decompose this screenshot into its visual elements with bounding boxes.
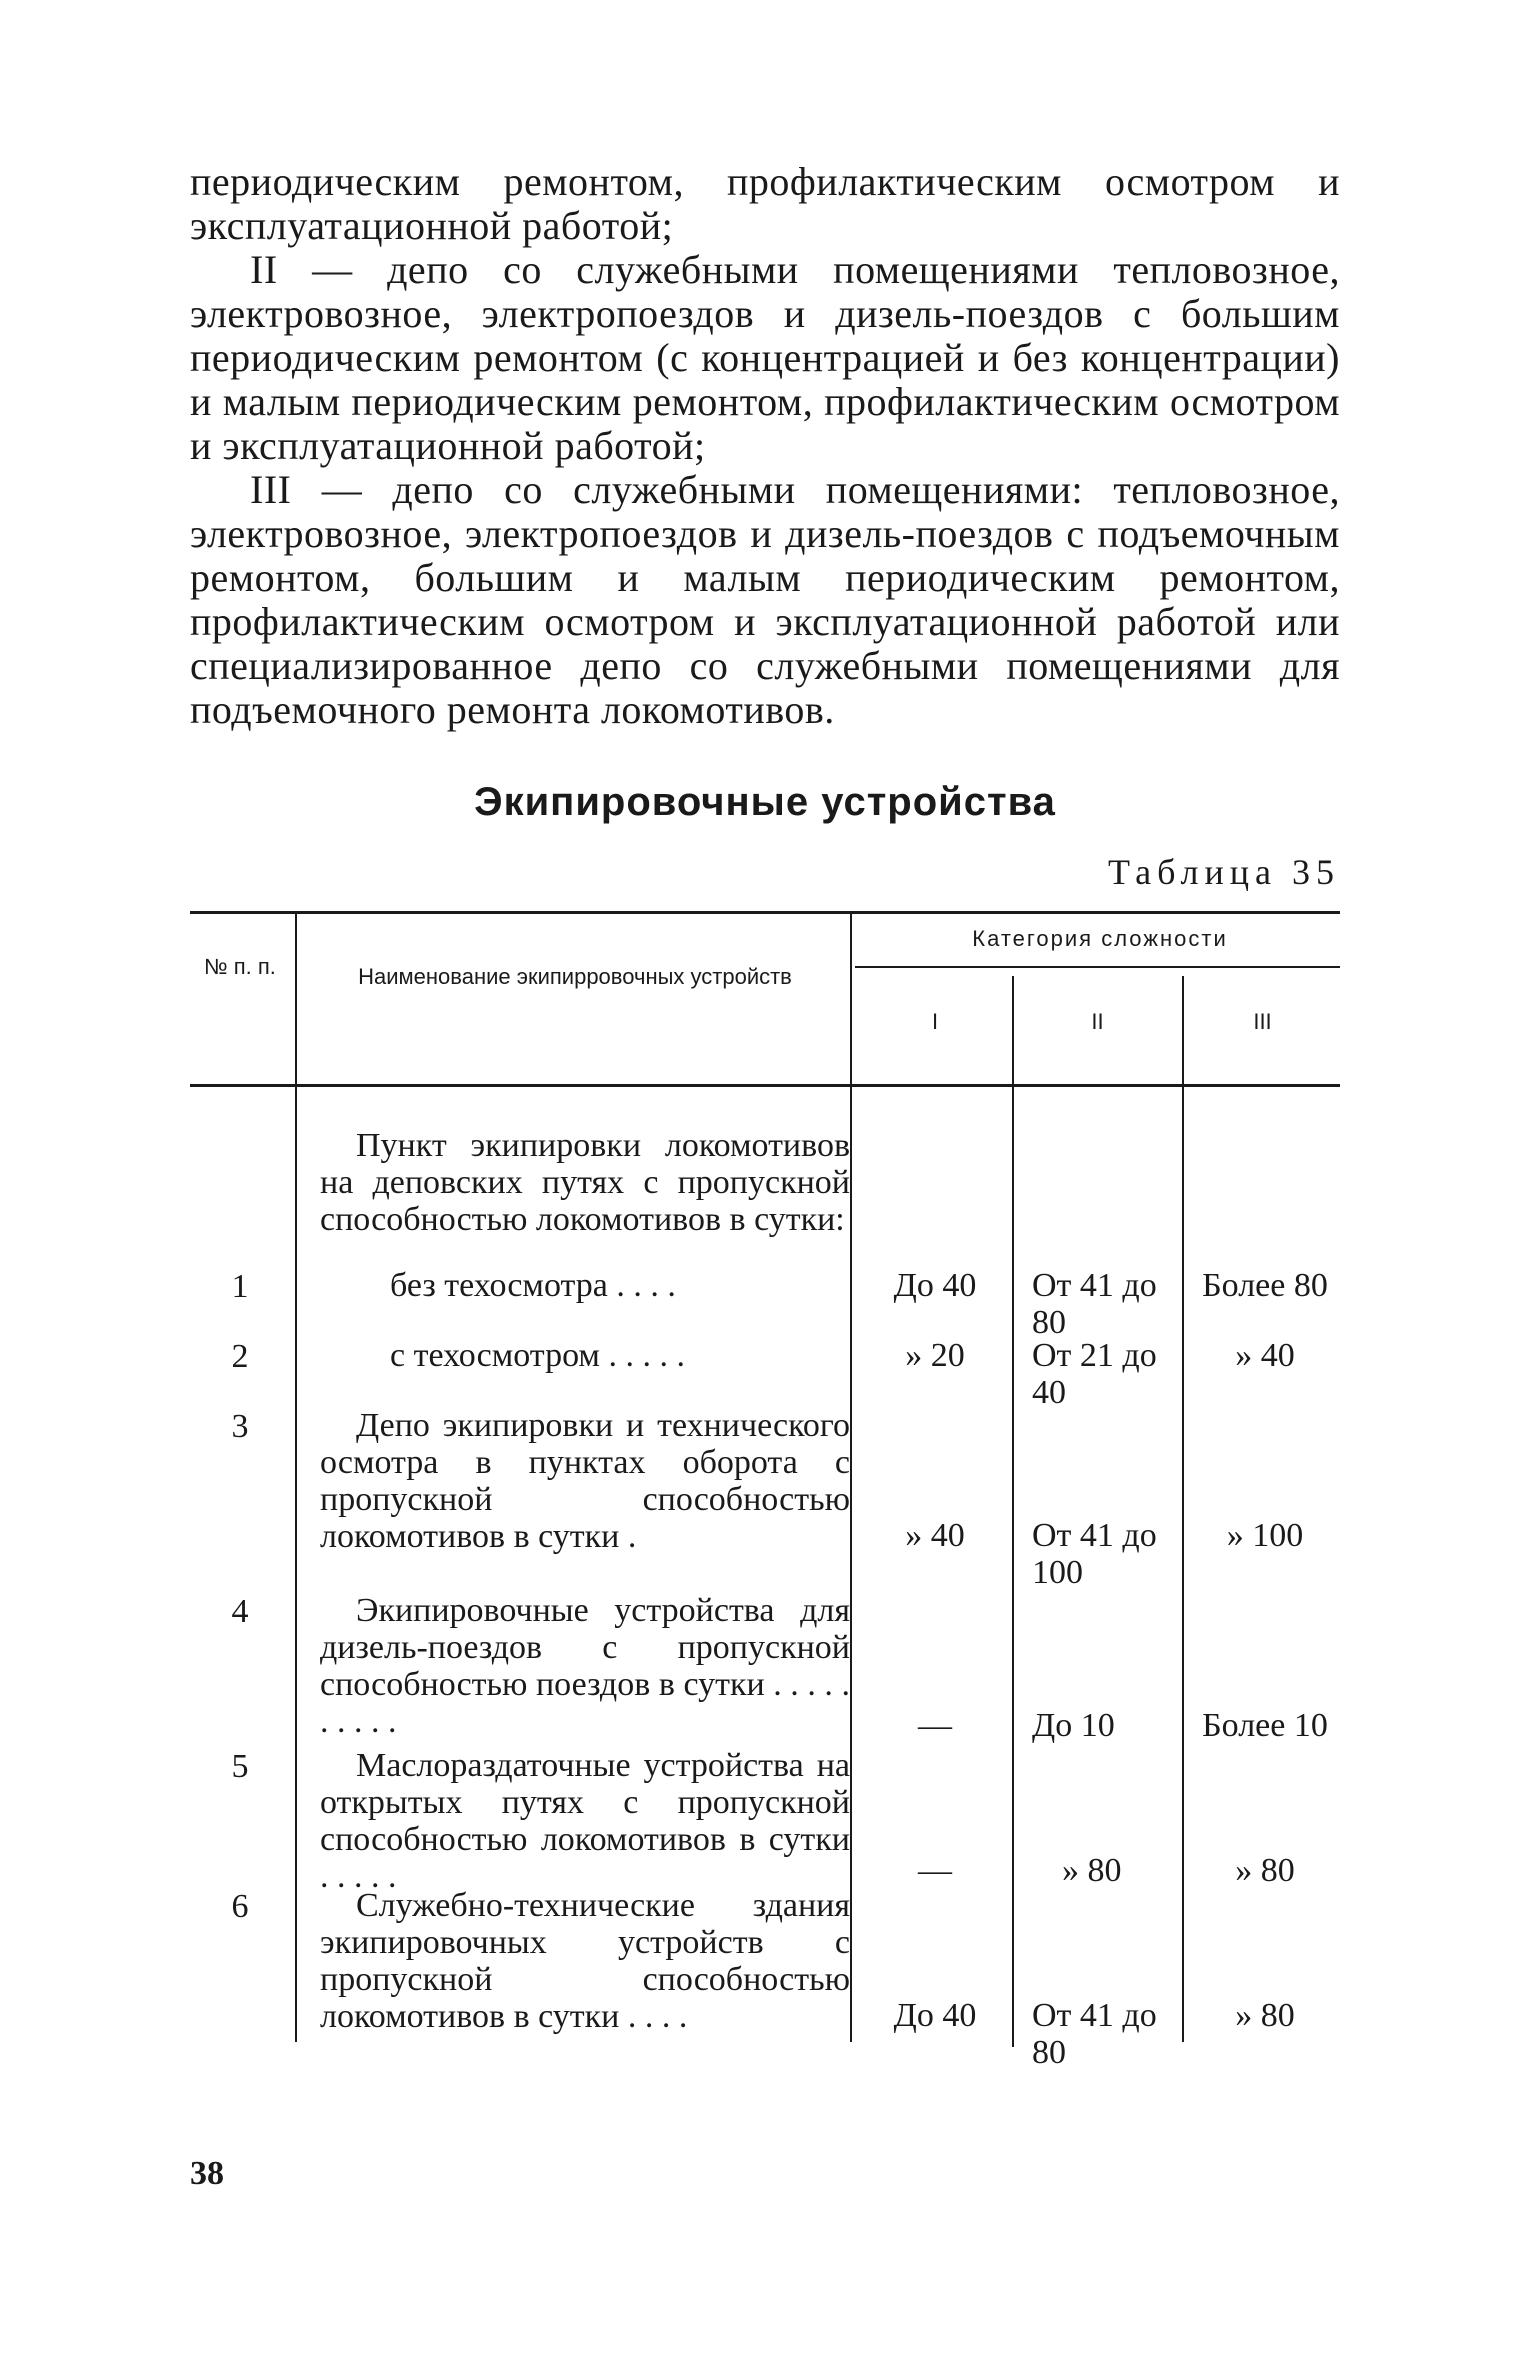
header-divider <box>1182 976 1184 1084</box>
row-num: 3 <box>231 1408 249 1445</box>
table-body <box>190 1087 1340 2071</box>
row-cat-iii: Более 80 <box>1202 1267 1328 1304</box>
row-name: без техосмотра . . . . <box>390 1267 676 1304</box>
page-body <box>190 159 1340 2071</box>
row-cat-ii: От 41 до 100 <box>1032 1517 1157 1591</box>
table-header <box>190 911 1340 1087</box>
header-cat-ii: II <box>1091 1009 1104 1034</box>
header-divider <box>295 914 297 1084</box>
paragraph-1: периодическим ремонтом, профилактическим осмотром и эксплуатационной работой; <box>190 159 1340 248</box>
row-num: 2 <box>231 1338 249 1375</box>
header-divider <box>1012 976 1014 1084</box>
body-divider <box>1012 1087 1014 2047</box>
row-cat-i: » 40 <box>905 1517 965 1554</box>
row-num: 1 <box>231 1268 249 1305</box>
row-cat-i: До 40 <box>893 1997 977 2034</box>
table-label: Таблица 35 <box>1108 852 1340 892</box>
row-name: с техосмотром . . . . . <box>390 1337 685 1374</box>
row-cat-iii: » 80 <box>1235 1852 1295 1889</box>
row-num: 6 <box>231 1888 249 1925</box>
header-name: Наименование экипирровочных устройств <box>358 964 792 989</box>
row-cat-ii: От 41 до 80 <box>1032 1267 1157 1341</box>
row-cat-iii: » 100 <box>1226 1517 1304 1554</box>
header-divider <box>850 914 852 1084</box>
row-cat-ii: От 41 до 80 <box>1032 1997 1157 2071</box>
header-num: № п. п. <box>204 954 276 979</box>
body-divider <box>295 1087 297 2042</box>
paragraph-3: III — депо со служебными помещениями: тепловозное, электровозное, электропоездов и дизель-поездов с подъемочным ремонтом, большим и малым периодическим ремонтом, профилактическим осмотром и эксплуатационной работой или специализированное депо со служебными помещениями для подъемочного ремонта локомотивов. <box>190 467 1340 732</box>
row-group-text: Пункт экипировки локомотивов на деповских путях с пропускной способностью локомотивов в сутки: <box>320 1127 850 1238</box>
row-cat-ii: » 80 <box>1062 1852 1122 1889</box>
row-num: 5 <box>231 1748 249 1785</box>
row-name: Служебно-технические здания экипировочных устройств с пропускной способностью локомотивов в сутки . . . . <box>320 1887 850 2035</box>
row-cat-iii: » 80 <box>1235 1997 1295 2034</box>
header-subdivider <box>855 966 1340 968</box>
row-cat-ii: От 21 до 40 <box>1032 1337 1157 1411</box>
row-name: Экипировочные устройства для дизель-поездов с пропускной способностью поездов в сутки . . . . . . . . . . <box>320 1592 850 1740</box>
row-name: Депо экипировки и технического осмотра в пунктах оборота с пропускной способностью локомотивов в сутки . <box>320 1407 850 1555</box>
row-cat-i: » 20 <box>905 1337 965 1374</box>
header-category: Категория сложности <box>972 926 1228 951</box>
row-num: 4 <box>231 1593 249 1630</box>
row-cat-iii: Более 10 <box>1202 1707 1328 1744</box>
header-cat-iii: III <box>1253 1009 1272 1034</box>
row-cat-iii: » 40 <box>1235 1337 1295 1374</box>
row-cat-ii: До 10 <box>1032 1707 1115 1744</box>
header-cat-i: I <box>931 1009 939 1034</box>
section-title: Экипировочные устройства <box>474 780 1056 824</box>
row-name: Маслораздаточные устройства на открытых путях с пропускной способностью локомотивов в сутки . . . . . <box>320 1747 850 1895</box>
page-number: 38 <box>190 2155 224 2192</box>
row-cat-i: До 40 <box>893 1267 977 1304</box>
equipment-table <box>190 911 1340 2071</box>
row-cat-i: — <box>918 1852 952 1889</box>
paragraph-2: II — депо со служебными помещениями тепловозное, электровозное, электропоездов и дизель-поездов с большим периодическим ремонтом (с концентрацией и без концентрации) и малым периодическим ремонтом, профилактическим осмотром и эксплуатационной работой; <box>190 247 1340 468</box>
body-divider <box>850 1087 852 2042</box>
row-cat-i: — <box>918 1707 952 1744</box>
